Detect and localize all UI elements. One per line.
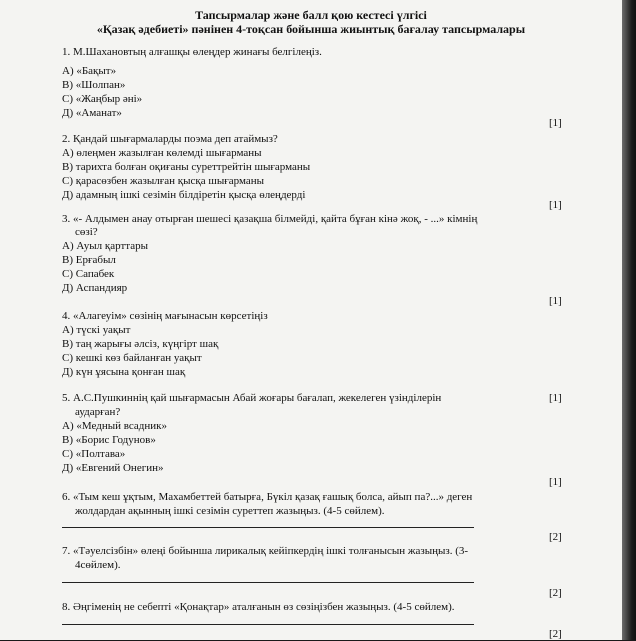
question-3-score: [1] [549,295,562,307]
question-3-text-cont: сөзі? [75,226,98,238]
question-5-score: [1] [549,392,562,404]
answer-line-6 [62,527,474,528]
question-5-option-c: С) «Полтава» [62,448,126,460]
document-title: Тапсырмалар және балл қою кестесі үлгісі [195,8,427,22]
question-2-score: [1] [549,199,562,211]
question-4-option-b: В) таң жарығы әлсіз, күңгірт шақ [62,338,219,350]
question-2-option-c: С) қарасөзбен жазылған қысқа шығарманы [62,175,265,187]
question-3-option-c: С) Сапабек [62,268,115,280]
question-8-text: 8. Әңгіменің не себепті «Қонақтар» аталғанын өз сөзіңізбен жазыңыз. (4-5 сөйлем). [62,601,455,613]
answer-line-7 [62,582,474,583]
question-3-text: 3. «- Алдымен анау отырған шешесі қазақша білмейді, қайта бұған кінә жоқ, - ...» кімнің [62,213,478,225]
question-1-option-d: Д) «Аманат» [62,107,122,119]
question-4-option-c: С) кешкі көз байланған уақыт [62,352,202,364]
document-subtitle: «Қазақ әдебиеті» пәнінен 4-тоқсан бойынша жиынтық бағалау тапсырмалары [96,22,526,36]
question-7-text-cont: 4сөйлем). [75,559,121,571]
question-4-option-a: А) түскі уақыт [62,324,131,336]
question-6-score: [2] [549,531,562,543]
question-1-option-a: А) «Бақыт» [62,65,117,77]
question-3-option-a: А) Ауыл қарттары [62,240,148,252]
question-2-text: 2. Қандай шығармаларды поэма деп атаймыз? [62,133,278,145]
question-4-score: [1] [549,476,562,488]
question-4-option-d: Д) күн ұясына қонған шақ [62,366,186,378]
question-1-option-b: В) «Шолпан» [62,79,126,91]
question-7-text: 7. «Тәуелсізбін» өлеңі бойынша лирикалық кейіпкердің ішкі толғанысын жазыңыз. (3- [62,545,469,557]
question-1-score: [1] [549,117,562,129]
question-8-score: [2] [549,628,562,640]
question-5-option-a: А) «Медный всадник» [62,420,167,432]
question-3-option-d: Д) Аспандияр [62,282,128,294]
question-7-score: [2] [549,587,562,599]
question-6-text: 6. «Тым кеш ұқтым, Махамбеттей батырға, Бүкіл қазақ ғашық болса, айып па?...» деген [62,491,473,503]
question-5-text: 5. А.С.Пушкиннің қай шығармасын Абай жоғары бағалап, жекелеген үзінділерін [62,392,442,404]
question-1-text: 1. М.Шахановтың алғашқы өлеңдер жинағы белгілеңіз. [62,46,322,58]
question-5-option-b: В) «Борис Годунов» [62,434,156,446]
page-shadow-edge [622,0,636,640]
question-5-text-cont: аударған? [75,406,121,418]
question-6-text-cont: жолдардан ақынның ішкі сезімін суреттеп жазыңыз. (4-5 сөйлем). [75,505,385,517]
question-1-option-c: С) «Жаңбыр әні» [62,93,143,105]
question-3-option-b: В) Ерғабыл [62,254,116,266]
question-2-option-a: А) өлеңмен жазылған көлемді шығарманы [62,147,262,159]
question-4-text: 4. «Алагеуім» сөзінің мағынасын көрсетіңіз [62,310,268,322]
question-5-option-d: Д) «Евгений Онегин» [62,462,164,474]
question-2-option-b: В) тарихта болған оқиғаны суреттрейтін шығарманы [62,161,311,173]
answer-line-8 [62,624,474,625]
question-2-option-d: Д) адамның ішкі сезімін білдіретін қысқа өлеңдерді [62,189,306,201]
